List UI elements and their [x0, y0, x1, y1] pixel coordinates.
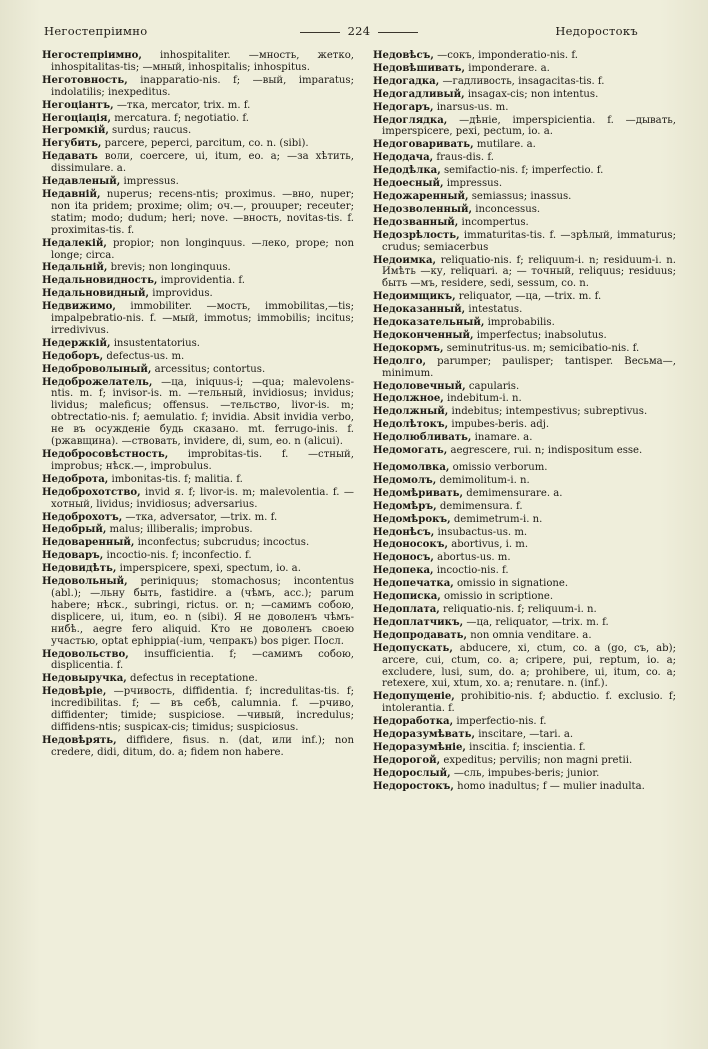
- entry-definition: inhospitaliter. —мность, жетко, inhospitalitas-tis; —мный, inhospitalis; inhospitus.: [51, 50, 354, 73]
- dictionary-entry: [373, 578, 676, 590]
- dictionary-entry: [373, 432, 676, 444]
- entry-definition: insubactus-us. m.: [437, 526, 528, 538]
- dictionary-entry: [42, 125, 354, 137]
- dictionary-entry: [42, 113, 354, 125]
- dictionary-entry: [373, 539, 676, 551]
- entry-definition: imperfectus; inabsolutus.: [476, 329, 607, 341]
- entry-definition: inscitia. f; inscientia. f.: [469, 741, 586, 753]
- entry-headword: Недогадливый,: [373, 88, 465, 100]
- dictionary-entry: [373, 152, 676, 164]
- dictionary-entry: [42, 735, 354, 759]
- entry-headword: Недонѣсъ,: [373, 526, 435, 538]
- entry-headword: Недоглядка,: [373, 114, 448, 126]
- entry-definition: immobiliter. —мость, immobilitas,—tis; impalpebratio-nis. f. —мый, immotus; immobilis; incitus; irredivivus.: [51, 301, 354, 336]
- dictionary-entry: [42, 524, 354, 536]
- entry-headword: Недопущеніе,: [373, 691, 455, 703]
- entry-headword: Недомѣривать,: [373, 487, 464, 499]
- dictionary-entry: [42, 563, 354, 575]
- dictionary-entry: [373, 643, 676, 691]
- entry-headword: Недопускать,: [373, 642, 453, 654]
- entry-headword: Недомѣръ,: [373, 500, 437, 512]
- dictionary-entry: [373, 514, 676, 526]
- entry-headword: Недогадка,: [373, 75, 440, 87]
- entry-headword: Негромкій,: [42, 125, 109, 137]
- entry-definition: —гадливость, insagacitas-tis. f.: [442, 75, 605, 87]
- entry-headword: Недорогой,: [373, 754, 441, 766]
- entry-headword: Недоброта,: [42, 473, 109, 485]
- entry-headword: Недомогать,: [373, 445, 448, 457]
- entry-definition: —тка, adversator, —trix. m. f.: [125, 511, 278, 523]
- entry-definition: abortivus, i. m.: [451, 539, 529, 551]
- dictionary-entry: [373, 475, 676, 487]
- dictionary-entry: [373, 501, 676, 513]
- entry-headword: Недорослый,: [373, 767, 451, 779]
- entry-headword: Недоконченный,: [373, 329, 474, 341]
- entry-definition: mercatura. f; negotiatio. f.: [114, 112, 249, 124]
- entry-headword: Недоработка,: [373, 716, 454, 728]
- dictionary-entry: [373, 591, 676, 603]
- entry-definition: impressus.: [446, 178, 503, 190]
- left-running-head: Негостепріимно: [44, 24, 148, 38]
- entry-definition: reliquatio-nis. f; reliquum-i. n; residuum-i. n. Имѣть —ку, reliquari. a; — точный, reliquus; residuus; быть —мъ, residere, sedi, sessum, co. n.: [382, 254, 677, 290]
- dictionary-entry: [373, 617, 676, 629]
- entry-headword: Недоборъ,: [42, 350, 104, 362]
- entry-definition: —ца, reliquator, —trix. m. f.: [466, 616, 609, 628]
- dictionary-entry: [373, 115, 676, 139]
- entry-headword: Недалекій,: [42, 237, 107, 249]
- entry-headword: Недопечатка,: [373, 578, 454, 590]
- entry-definition: insagax-cis; non intentus.: [467, 88, 599, 100]
- header-rule-right: [378, 32, 418, 33]
- dictionary-entry: [373, 604, 676, 616]
- dictionary-entry: [42, 75, 354, 99]
- entry-headword: Недоброжелатель,: [42, 376, 153, 388]
- dictionary-entry: [42, 449, 354, 473]
- entry-definition: incoctio-nis. f.: [436, 565, 509, 577]
- entry-definition: insufficientia. f; —самимъ собою, displicentia. f.: [51, 648, 355, 672]
- dictionary-entry: [373, 317, 676, 329]
- entry-headword: Недодѣлка,: [373, 165, 441, 177]
- entry-definition: —тка, mercator, trix. m. f.: [116, 99, 251, 111]
- entry-definition: impubes-beris. adj.: [451, 419, 550, 431]
- right-column: [373, 50, 676, 794]
- entry-definition: surdus; raucus.: [112, 125, 192, 137]
- dictionary-entry: [373, 356, 676, 380]
- entry-definition: incoctio-nis. f; inconfectio. f.: [106, 550, 252, 562]
- entry-definition: —ца, iniquus-i; —qua; malevolens-ntis. m. f; invisor-is. m. —тельный, invidiosus; invidus; lividus; maleficus; offensus. —тельство, livor-is. m; obtrectatio-nis. f; aemulatio. f; invidia. Absit invidia verbo, не въ осужденіе будь сказано. mt. ferrugo-inis. f. (ржавщина). —ствовать, invidere, di, sum, eo. n (alicui).: [51, 376, 354, 448]
- entry-headword: Недоплата,: [373, 603, 440, 615]
- entry-definition: brevis; non longinquus.: [110, 262, 231, 274]
- entry-headword: Недоброволыный,: [42, 363, 152, 375]
- entry-definition: —рчивость, diffidentia. f; incredulitas-tis. f; incredibilitas. f; — въ себѣ, calumnia. f. —рчиво, diffidenter; timide; suspiciose. —чивый, incredulus; diffidens-ntis; suspicax-cis; timidus; suspiciosus.: [51, 686, 354, 733]
- dictionary-entry: [42, 338, 354, 350]
- entry-headword: Недоброхотъ,: [42, 511, 123, 523]
- entry-definition: capularis.: [468, 380, 520, 392]
- dictionary-entry: [373, 381, 676, 393]
- entry-headword: Негоціація,: [42, 112, 111, 124]
- entry-definition: homo inadultus; f — mulier inadulta.: [457, 780, 645, 792]
- entry-headword: Недоброхотство,: [42, 486, 141, 498]
- entry-headword: Недолѣтокъ,: [373, 419, 449, 431]
- entry-definition: demimensurare. a.: [466, 487, 563, 499]
- entry-headword: Негоціантъ,: [42, 99, 114, 111]
- entry-definition: invid я. f; livor-is. m; malevolentia. f. —хотный, lividus; invidiosus; adversarius.: [51, 486, 354, 510]
- dictionary-entry: [373, 89, 676, 101]
- entry-headword: Недобросовѣстность,: [42, 449, 169, 460]
- entry-definition: defectus in receptatione.: [130, 673, 258, 685]
- entry-headword: Недовольство,: [42, 648, 129, 660]
- dictionary-entry: [373, 255, 676, 291]
- entry-definition: reliquator, —ца, —trix. m. f.: [458, 291, 602, 303]
- entry-headword: Недозванный,: [373, 216, 459, 228]
- entry-headword: Недовѣрять,: [42, 734, 117, 746]
- dictionary-entry: [373, 716, 676, 728]
- entry-definition: arcessitus; contortus.: [154, 363, 266, 375]
- entry-headword: Недозрѣлость,: [373, 229, 460, 241]
- entry-headword: Недозволенный,: [373, 203, 473, 215]
- dictionary-entry: [373, 291, 676, 303]
- entry-definition: semifactio-nis. f; imperfectio. f.: [443, 165, 604, 177]
- entry-definition: non omnia venditare. a.: [470, 629, 592, 641]
- dictionary-entry: [42, 364, 354, 376]
- dictionary-entry: [373, 63, 676, 75]
- entry-headword: Недавать: [42, 151, 98, 163]
- dictionary-entry: [373, 565, 676, 577]
- entry-headword: Недомолъ,: [373, 474, 437, 486]
- entry-definition: abducere, xi, ctum, co. a (go, съ, ab); arcere, cui, ctum, co. a; cripere, pui, reptum, io. a; excludere, lusi, sum, do. a; prohibere, ui, itum, co. a; retexere, xui, xtum, xo. a; renutare. n. (inf.).: [382, 642, 676, 690]
- dictionary-entry: [373, 419, 676, 431]
- entry-definition: insustentatorius.: [113, 337, 200, 349]
- dictionary-entry: [42, 151, 354, 175]
- entry-definition: parumper; paulisper; tantisper. Весьма—, minimum.: [382, 355, 676, 379]
- entry-definition: —сль, impubes-beris; junior.: [453, 767, 600, 779]
- dictionary-entry: [373, 191, 676, 203]
- entry-headword: Недальновидность,: [42, 275, 158, 287]
- dictionary-entry: [373, 330, 676, 342]
- dictionary-entry: [373, 552, 676, 564]
- dictionary-entry: [42, 138, 354, 150]
- entry-headword: Недавній,: [42, 188, 101, 200]
- dictionary-entry: [373, 217, 676, 229]
- dictionary-entry: [373, 102, 676, 114]
- right-running-head: Недоростокъ: [555, 24, 638, 38]
- entry-definition: periniquus; stomachosus; incontentus (abl.); —льну быть, fastidire. a (чѣмъ, acc.); parum habere; нѣск., subringi, rictus. or. n; —самимъ собою, displicere, ui, itum, eo. n (sibi). Я не доволенъ чѣмъ-нибѣ., aegre fero aliquid. Кто не доволенъ своею участью, optat ephippia(-ium, чепракъ) bos piger. Посл.: [51, 576, 354, 647]
- entry-headword: Недолжный,: [373, 406, 449, 418]
- entry-headword: Недоплатчикъ,: [373, 616, 464, 628]
- entry-headword: Недальновидный,: [42, 288, 150, 300]
- entry-definition: omissio in signatione.: [456, 578, 569, 590]
- entry-headword: Негубить,: [42, 138, 102, 150]
- entry-headword: Недовѣріе,: [42, 686, 107, 698]
- entry-definition: improbabilis.: [487, 317, 555, 329]
- dictionary-entry: [42, 512, 354, 524]
- dictionary-entry: [373, 527, 676, 539]
- entry-headword: Недопека,: [373, 565, 434, 577]
- dictionary-entry: [373, 204, 676, 216]
- dictionary-entry: [42, 50, 354, 74]
- entry-definition: improbitas-tis. f. —стный, improbus; нѣск.—, improbulus.: [51, 449, 354, 472]
- dictionary-entry: [373, 630, 676, 642]
- entry-definition: parcere, peperci, parcitum, co. n. (sibi).: [104, 138, 309, 150]
- dictionary-entry: [373, 781, 676, 793]
- entry-definition: malus; illiberalis; improbus.: [109, 524, 253, 536]
- dictionary-entry: [42, 474, 354, 486]
- entry-definition: incompertus.: [461, 216, 529, 228]
- entry-definition: aegrescere, rui. n; indispositum esse.: [450, 445, 643, 457]
- dictionary-entry: [373, 462, 676, 474]
- entry-definition: improvidentia. f.: [160, 275, 245, 287]
- dictionary-entry: [373, 755, 676, 767]
- left-column: [42, 50, 354, 760]
- entry-definition: intestatus.: [468, 304, 523, 316]
- entry-headword: Недоразумѣніе,: [373, 741, 466, 753]
- entry-definition: fraus-dis. f.: [436, 152, 494, 164]
- entry-headword: Недоимка,: [373, 254, 437, 266]
- dictionary-entry: [42, 288, 354, 300]
- entry-definition: indebitus; intempestivus; subreptivus.: [451, 406, 648, 418]
- entry-definition: propior; non longinquus. —леко, prope; non longe; circa.: [51, 237, 354, 261]
- dictionary-entry: [42, 189, 354, 237]
- entry-headword: Недолюбливать,: [373, 432, 472, 444]
- dictionary-entry: [42, 100, 354, 112]
- entry-headword: Недвижимо,: [42, 301, 116, 313]
- dictionary-entry: [42, 377, 354, 448]
- entry-definition: seminutritus-us. m; semicibatio-nis. f.: [446, 342, 640, 354]
- entry-definition: inamare. a.: [474, 432, 533, 444]
- entry-headword: Недомѣрокъ,: [373, 513, 451, 525]
- entry-definition: reliquatio-nis. f; reliquum-i. n.: [443, 603, 597, 615]
- entry-headword: Недовыручка,: [42, 673, 127, 685]
- dictionary-entry: [373, 691, 676, 715]
- entry-definition: imperfectio-nis. f.: [456, 716, 547, 728]
- entry-definition: —сокъ, imponderatio-nis. f.: [437, 50, 578, 61]
- entry-headword: Недожаренный,: [373, 190, 469, 202]
- dictionary-entry: [373, 76, 676, 88]
- entry-definition: imperspicere, spexi, spectum, io. a.: [119, 563, 301, 575]
- entry-definition: mutilare. a.: [476, 139, 536, 151]
- entry-definition: —дѣніе, imperspicientia. f. —дывать, imperspicere, pexi, pectum, io. a.: [382, 114, 676, 138]
- dictionary-entry: [373, 50, 676, 62]
- entry-definition: demimolitum-i. n.: [439, 474, 530, 486]
- entry-headword: Недавленый,: [42, 176, 121, 188]
- entry-definition: immaturitas-tis. f. —зрѣлый, immaturus; crudus; semiacerbus: [382, 229, 676, 253]
- entry-headword: Недальній,: [42, 262, 108, 274]
- dictionary-entry: [373, 729, 676, 741]
- dictionary-entry: [42, 550, 354, 562]
- entry-headword: Недолжное,: [373, 393, 444, 405]
- dictionary-entry: [373, 139, 676, 151]
- dictionary-entry: [42, 351, 354, 363]
- entry-definition: imponderare. a.: [468, 62, 550, 74]
- entry-headword: Недолго,: [373, 355, 426, 367]
- entry-headword: Недобрый,: [42, 524, 107, 536]
- entry-headword: Неготовность,: [42, 74, 128, 86]
- entry-definition: indebitum-i. n.: [447, 393, 522, 405]
- entry-headword: Недоростокъ,: [373, 780, 454, 792]
- entry-headword: Недоесный,: [373, 178, 444, 190]
- entry-definition: omissio verborum.: [452, 462, 548, 473]
- entry-definition: improvidus.: [152, 288, 213, 300]
- dictionary-entry: [373, 488, 676, 500]
- entry-definition: demimensura. f.: [439, 500, 523, 512]
- entry-definition: defectus-us. m.: [106, 350, 185, 362]
- entry-headword: Недоказанный,: [373, 304, 466, 316]
- entry-headword: Недогаръ,: [373, 101, 434, 113]
- entry-headword: Недокормъ,: [373, 342, 444, 354]
- dictionary-entry: [42, 238, 354, 262]
- entry-definition: expeditus; pervilis; non magni pretii.: [443, 754, 633, 766]
- page-header: [40, 24, 678, 42]
- entry-definition: inarsus-us. m.: [436, 101, 509, 113]
- entry-definition: impressus.: [123, 176, 179, 188]
- dictionary-entry: [373, 445, 676, 457]
- dictionary-entry: [42, 301, 354, 337]
- entry-headword: Недержкій,: [42, 337, 111, 349]
- dictionary-entry: [42, 275, 354, 287]
- entry-headword: Недоимщикъ,: [373, 291, 456, 303]
- entry-headword: Недопродавать,: [373, 629, 468, 641]
- entry-definition: semiassus; inassus.: [471, 190, 572, 202]
- entry-definition: diffidere, fisus. n. (dat, или inf.); non credere, didi, ditum, do. a; fidem non habere.: [51, 734, 354, 758]
- entry-headword: Недоловечный,: [373, 380, 466, 392]
- entry-headword: Недоносъ,: [373, 552, 434, 564]
- entry-headword: Недоваръ,: [42, 550, 104, 562]
- entry-headword: Недоразумѣвать,: [373, 729, 475, 741]
- entry-headword: Недовѣсъ,: [373, 50, 434, 61]
- header-rule-left: [300, 32, 340, 33]
- dictionary-entry: [373, 230, 676, 254]
- entry-definition: prohibitio-nis. f; abductio. f. exclusio. f; intolerantia. f.: [382, 691, 676, 715]
- dictionary-entry: [373, 393, 676, 405]
- dictionary-entry: [42, 537, 354, 549]
- entry-headword: Недовольный,: [42, 576, 128, 588]
- dictionary-entry: [42, 262, 354, 274]
- entry-definition: demimetrum-i. n.: [453, 513, 543, 525]
- dictionary-entry: [373, 165, 676, 177]
- entry-definition: inconcessus.: [475, 203, 541, 215]
- dictionary-entry: [373, 742, 676, 754]
- entry-definition: inapparatio-nis. f; —вый, imparatus; indolatilis; inexpeditus.: [51, 74, 354, 98]
- entry-headword: Недоваренный,: [42, 537, 135, 549]
- entry-definition: nuperus; recens-ntis; proximus. —вно, nuper; non ita pridem; proxime; olim; оч.—, prouuper; receuter; statim; modo; dudum; heri; nove. —вность, novitas-tis. f. proximitas-tis. f.: [51, 188, 354, 236]
- entry-definition: воли, coercere, ui, itum, eo. a; —за хѣтить, dissimulare. a.: [51, 151, 354, 175]
- entry-headword: Недоказательный,: [373, 317, 485, 329]
- entry-headword: Недомолвка,: [373, 462, 450, 473]
- entry-definition: inscitare, —tari. a.: [478, 729, 574, 741]
- dictionary-entry: [42, 649, 354, 673]
- dictionary-entry: [42, 176, 354, 188]
- entry-headword: Негостепріимно,: [42, 50, 142, 61]
- dictionary-entry: [373, 178, 676, 190]
- dictionary-entry: [42, 487, 354, 511]
- entry-headword: Недовидѣть,: [42, 563, 117, 575]
- dictionary-entry: [42, 576, 354, 647]
- dictionary-entry: [373, 768, 676, 780]
- dictionary-entry: [373, 304, 676, 316]
- entry-headword: Недодача,: [373, 152, 434, 164]
- page-number: 224: [347, 24, 371, 38]
- entry-definition: inconfectus; subcrudus; incoctus.: [137, 537, 310, 549]
- dictionary-entry: [42, 686, 354, 734]
- entry-definition: abortus-us. m.: [437, 552, 511, 564]
- dictionary-entry: [373, 406, 676, 418]
- entry-headword: Недовѣшивать,: [373, 62, 466, 74]
- dictionary-entry: [373, 343, 676, 355]
- entry-headword: Недоговаривать,: [373, 139, 474, 151]
- entry-definition: omissio in scriptione.: [444, 591, 554, 603]
- entry-definition: imbonitas-tis. f; malitia. f.: [111, 473, 243, 485]
- entry-headword: Недописка,: [373, 591, 441, 603]
- dictionary-entry: [42, 673, 354, 685]
- entry-headword: Недоносокъ,: [373, 539, 448, 551]
